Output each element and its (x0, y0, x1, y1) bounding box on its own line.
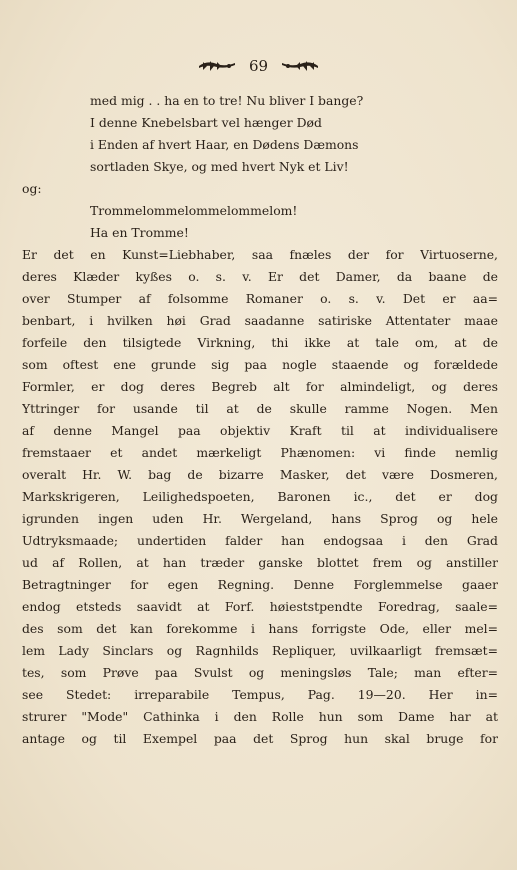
right-ornament-icon (280, 59, 320, 73)
page-body (22, 90, 498, 750)
left-ornament-icon (197, 59, 237, 73)
page-header (0, 57, 517, 75)
prose-line: see Stedet: irreparabile Tempus, Pag. 19—20. Her in= (22, 687, 498, 702)
prose-line: Formler, er dog deres Begreb alt for almindeligt, og deres (22, 379, 498, 394)
prose-line: lem Lady Sinclars og Ragnhilds Repliquer, uvilkaarligt fremsæt= (22, 643, 498, 658)
prose-line: antage og til Exempel paa det Sprog hun skal bruge for (22, 731, 498, 746)
prose-line: som oftest ene grunde sig paa nogle staaende og forældede (22, 357, 498, 372)
prose-line: endog etsteds saavidt at Forf. høieststpendte Foredrag, saale= (22, 599, 498, 614)
verse-line: Ha en Tromme! (90, 225, 189, 240)
prose-line: af denne Mangel paa objektiv Kraft til at individualisere (22, 423, 498, 438)
verse-line: i Enden af hvert Haar, en Dødens Dæmons (90, 137, 359, 152)
verse-line: sortladen Skye, og med hvert Nyk et Liv! (90, 159, 349, 174)
verse-line: med mig . . ha en to tre! Nu bliver I bange? (90, 93, 364, 108)
prose-line: ud af Rollen, at han træder ganske blottet frem og anstiller (22, 555, 498, 570)
og-label: og: (22, 181, 42, 196)
prose-line: forfeile den tilsigtede Virkning, thi ikke at tale om, at de (22, 335, 498, 350)
prose-line: deres Klæder kyßes o. s. v. Er det Damer, da baane de (22, 269, 498, 284)
verse-line: I denne Knebelsbart vel hænger Død (90, 115, 322, 130)
prose-line: des som det kan forekomme i hans forrigste Ode, eller mel= (22, 621, 498, 636)
prose-line: Udtryksmaade; undertiden falder han endogsaa i den Grad (22, 533, 498, 548)
prose-line: strurer "Mode" Cathinka i den Rolle hun som Dame har at (22, 709, 498, 724)
page-number: 69 (248, 57, 269, 75)
prose-line: igrunden ingen uden Hr. Wergeland, hans Sprog og hele (22, 511, 498, 526)
prose-line: over Stumper af folsomme Romaner o. s. v. Det er aa= (22, 291, 498, 306)
prose-line: Markskrigeren, Leilighedspoeten, Baronen ic., det er dog (22, 489, 498, 504)
prose-line: tes, som Prøve paa Svulst og meningsløs Tale; man efter= (22, 665, 498, 680)
prose-line: benbart, i hvilken høi Grad saadanne satiriske Attentater maae (22, 313, 498, 328)
prose-line: Yttringer for usande til at de skulle ramme Nogen. Men (22, 401, 498, 416)
prose-line: Betragtninger for egen Regning. Denne Forglemmelse gaaer (22, 577, 498, 592)
prose-line: fremstaaer et andet mærkeligt Phænomen: vi finde nemlig (22, 445, 498, 460)
prose-line: overalt Hr. W. bag de bizarre Masker, det være Dosmeren, (22, 467, 498, 482)
prose-line: Er det en Kunst=Liebhaber, saa fnæles der for Virtuoserne, (22, 247, 498, 262)
verse-line: Trommelommelommelommelom! (90, 203, 298, 218)
